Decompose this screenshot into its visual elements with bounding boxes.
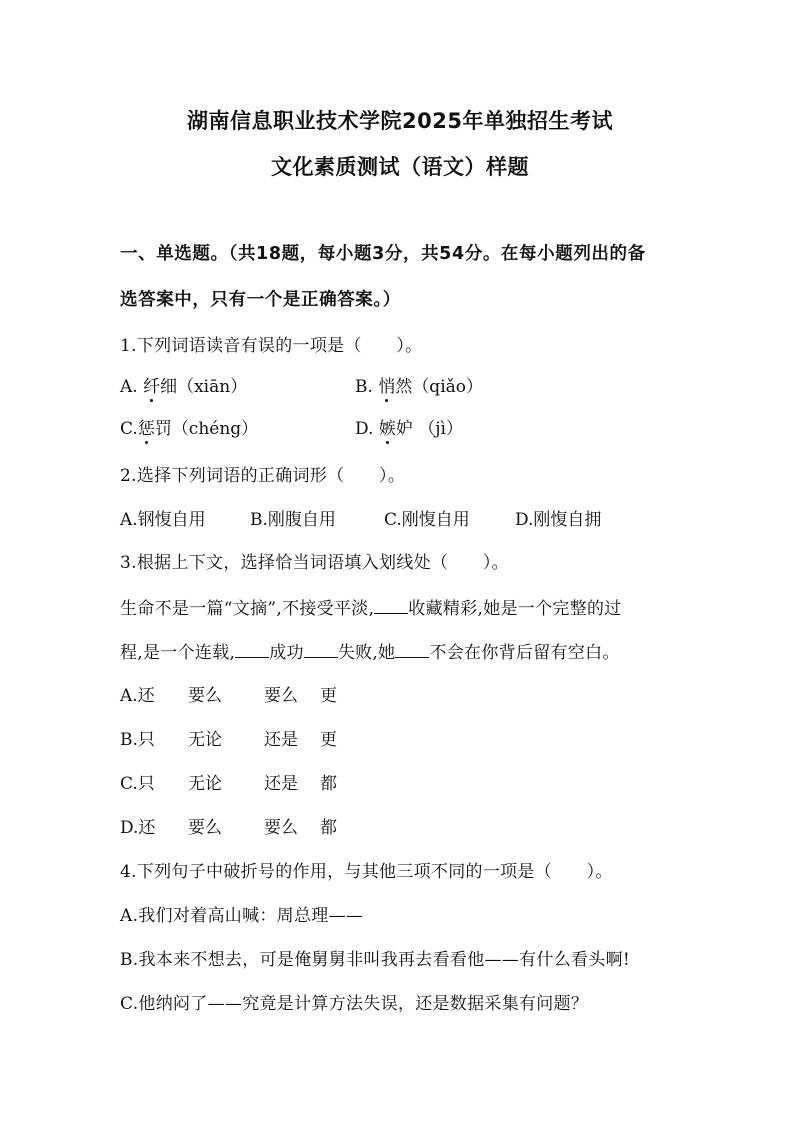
question-3-option-d: [120, 813, 337, 838]
question-2-stem: 2.选择下列词语的正确词形（ ）。: [120, 466, 406, 486]
option-word: 要么: [188, 686, 222, 706]
fill-blank-1: [374, 597, 408, 614]
dotted-char: 嫉: [379, 414, 396, 439]
dotted-char: 惩: [138, 414, 155, 439]
fill-blank-2: [235, 641, 269, 658]
option-label: D.: [355, 419, 374, 439]
word-rest: 妒: [395, 419, 413, 439]
dotted-char: 纤: [143, 372, 160, 397]
passage-text: 收藏精彩,她是一个完整的过: [408, 599, 622, 619]
option-label: C.: [120, 419, 138, 439]
option-word: 还是: [264, 774, 298, 794]
option-word: 都: [320, 818, 337, 838]
option-word: 要么: [188, 818, 222, 838]
option-word: 无论: [188, 730, 222, 750]
question-3-option-a: [120, 681, 337, 706]
pinyin: （qiǎo）: [412, 377, 484, 397]
exam-subtitle: 文化素质测试（语文）样题: [271, 155, 529, 179]
option-word: 无论: [188, 774, 222, 794]
exam-title: 湖南信息职业技术学院2025年单独招生考试: [187, 109, 613, 133]
fill-blank-3: [304, 641, 338, 658]
passage-text: 程,是一个连载,: [120, 643, 236, 663]
option-label: B.: [355, 377, 373, 397]
passage-text: 不会在你背后留有空白。: [429, 643, 620, 663]
option-word: 更: [320, 730, 337, 750]
word-rest: 细: [160, 377, 178, 397]
question-1-stem: 1.下列词语读音有误的一项是（ ）。: [120, 336, 423, 356]
fill-blank-4: [395, 641, 429, 658]
question-4-option-b: B.我本来不想去，可是俺舅舅非叫我再去看看他——有什么看头啊!: [120, 950, 631, 970]
question-2-option-a: A.钢愎自用: [120, 510, 206, 530]
question-1-option-b: [355, 372, 483, 397]
dotted-char: 悄: [378, 372, 395, 397]
question-4-option-a: A.我们对着高山喊：周总理——: [120, 906, 364, 926]
pinyin: （xiān）: [177, 377, 248, 397]
option-label: A.还: [120, 686, 155, 706]
pinyin: （jì）: [418, 419, 463, 439]
pinyin: （chéng）: [171, 419, 259, 439]
question-1-option-d: [355, 414, 463, 439]
option-word: 还是: [264, 730, 298, 750]
passage-text: 生命不是一篇“文摘”,不接受平淡,: [120, 599, 375, 619]
section-heading-cont: 选答案中，只有一个是正确答案。）: [120, 290, 401, 310]
question-1-option-c: [120, 414, 258, 439]
question-3-passage-line2: [120, 638, 620, 663]
question-4-option-c: C.他纳闷了——究竟是计算方法失误，还是数据采集有问题？: [120, 994, 589, 1014]
option-label: C.只: [120, 774, 155, 794]
question-3-stem: 3.根据上下文，选择恰当词语填入划线处（ ）。: [120, 553, 509, 573]
question-1-option-a: [120, 372, 247, 397]
passage-text: 成功: [269, 643, 304, 663]
option-word: 都: [320, 774, 337, 794]
option-word: 要么: [264, 686, 298, 706]
question-2-option-d: D.刚愎自拥: [515, 510, 602, 530]
option-label: D.还: [120, 818, 156, 838]
option-label: A.: [120, 377, 138, 397]
question-3-option-b: [120, 725, 337, 750]
option-word: 更: [320, 686, 337, 706]
option-word: 要么: [264, 818, 298, 838]
question-3-option-c: [120, 769, 337, 794]
question-2-option-b: B.刚腹自用: [250, 510, 336, 530]
passage-text: 失败,她: [337, 643, 396, 663]
question-2-option-c: C.刚愎自用: [384, 510, 470, 530]
word-rest: 罚: [154, 419, 172, 439]
section-heading: 一、单选题。（共18题，每小题3分，共54分。在每小题列出的备: [120, 244, 646, 264]
question-4-stem: 4.下列句子中破折号的作用，与其他三项不同的一项是（ ）。: [120, 862, 613, 882]
question-3-passage-line1: [120, 594, 622, 619]
word-rest: 然: [395, 377, 413, 397]
option-label: B.只: [120, 730, 155, 750]
